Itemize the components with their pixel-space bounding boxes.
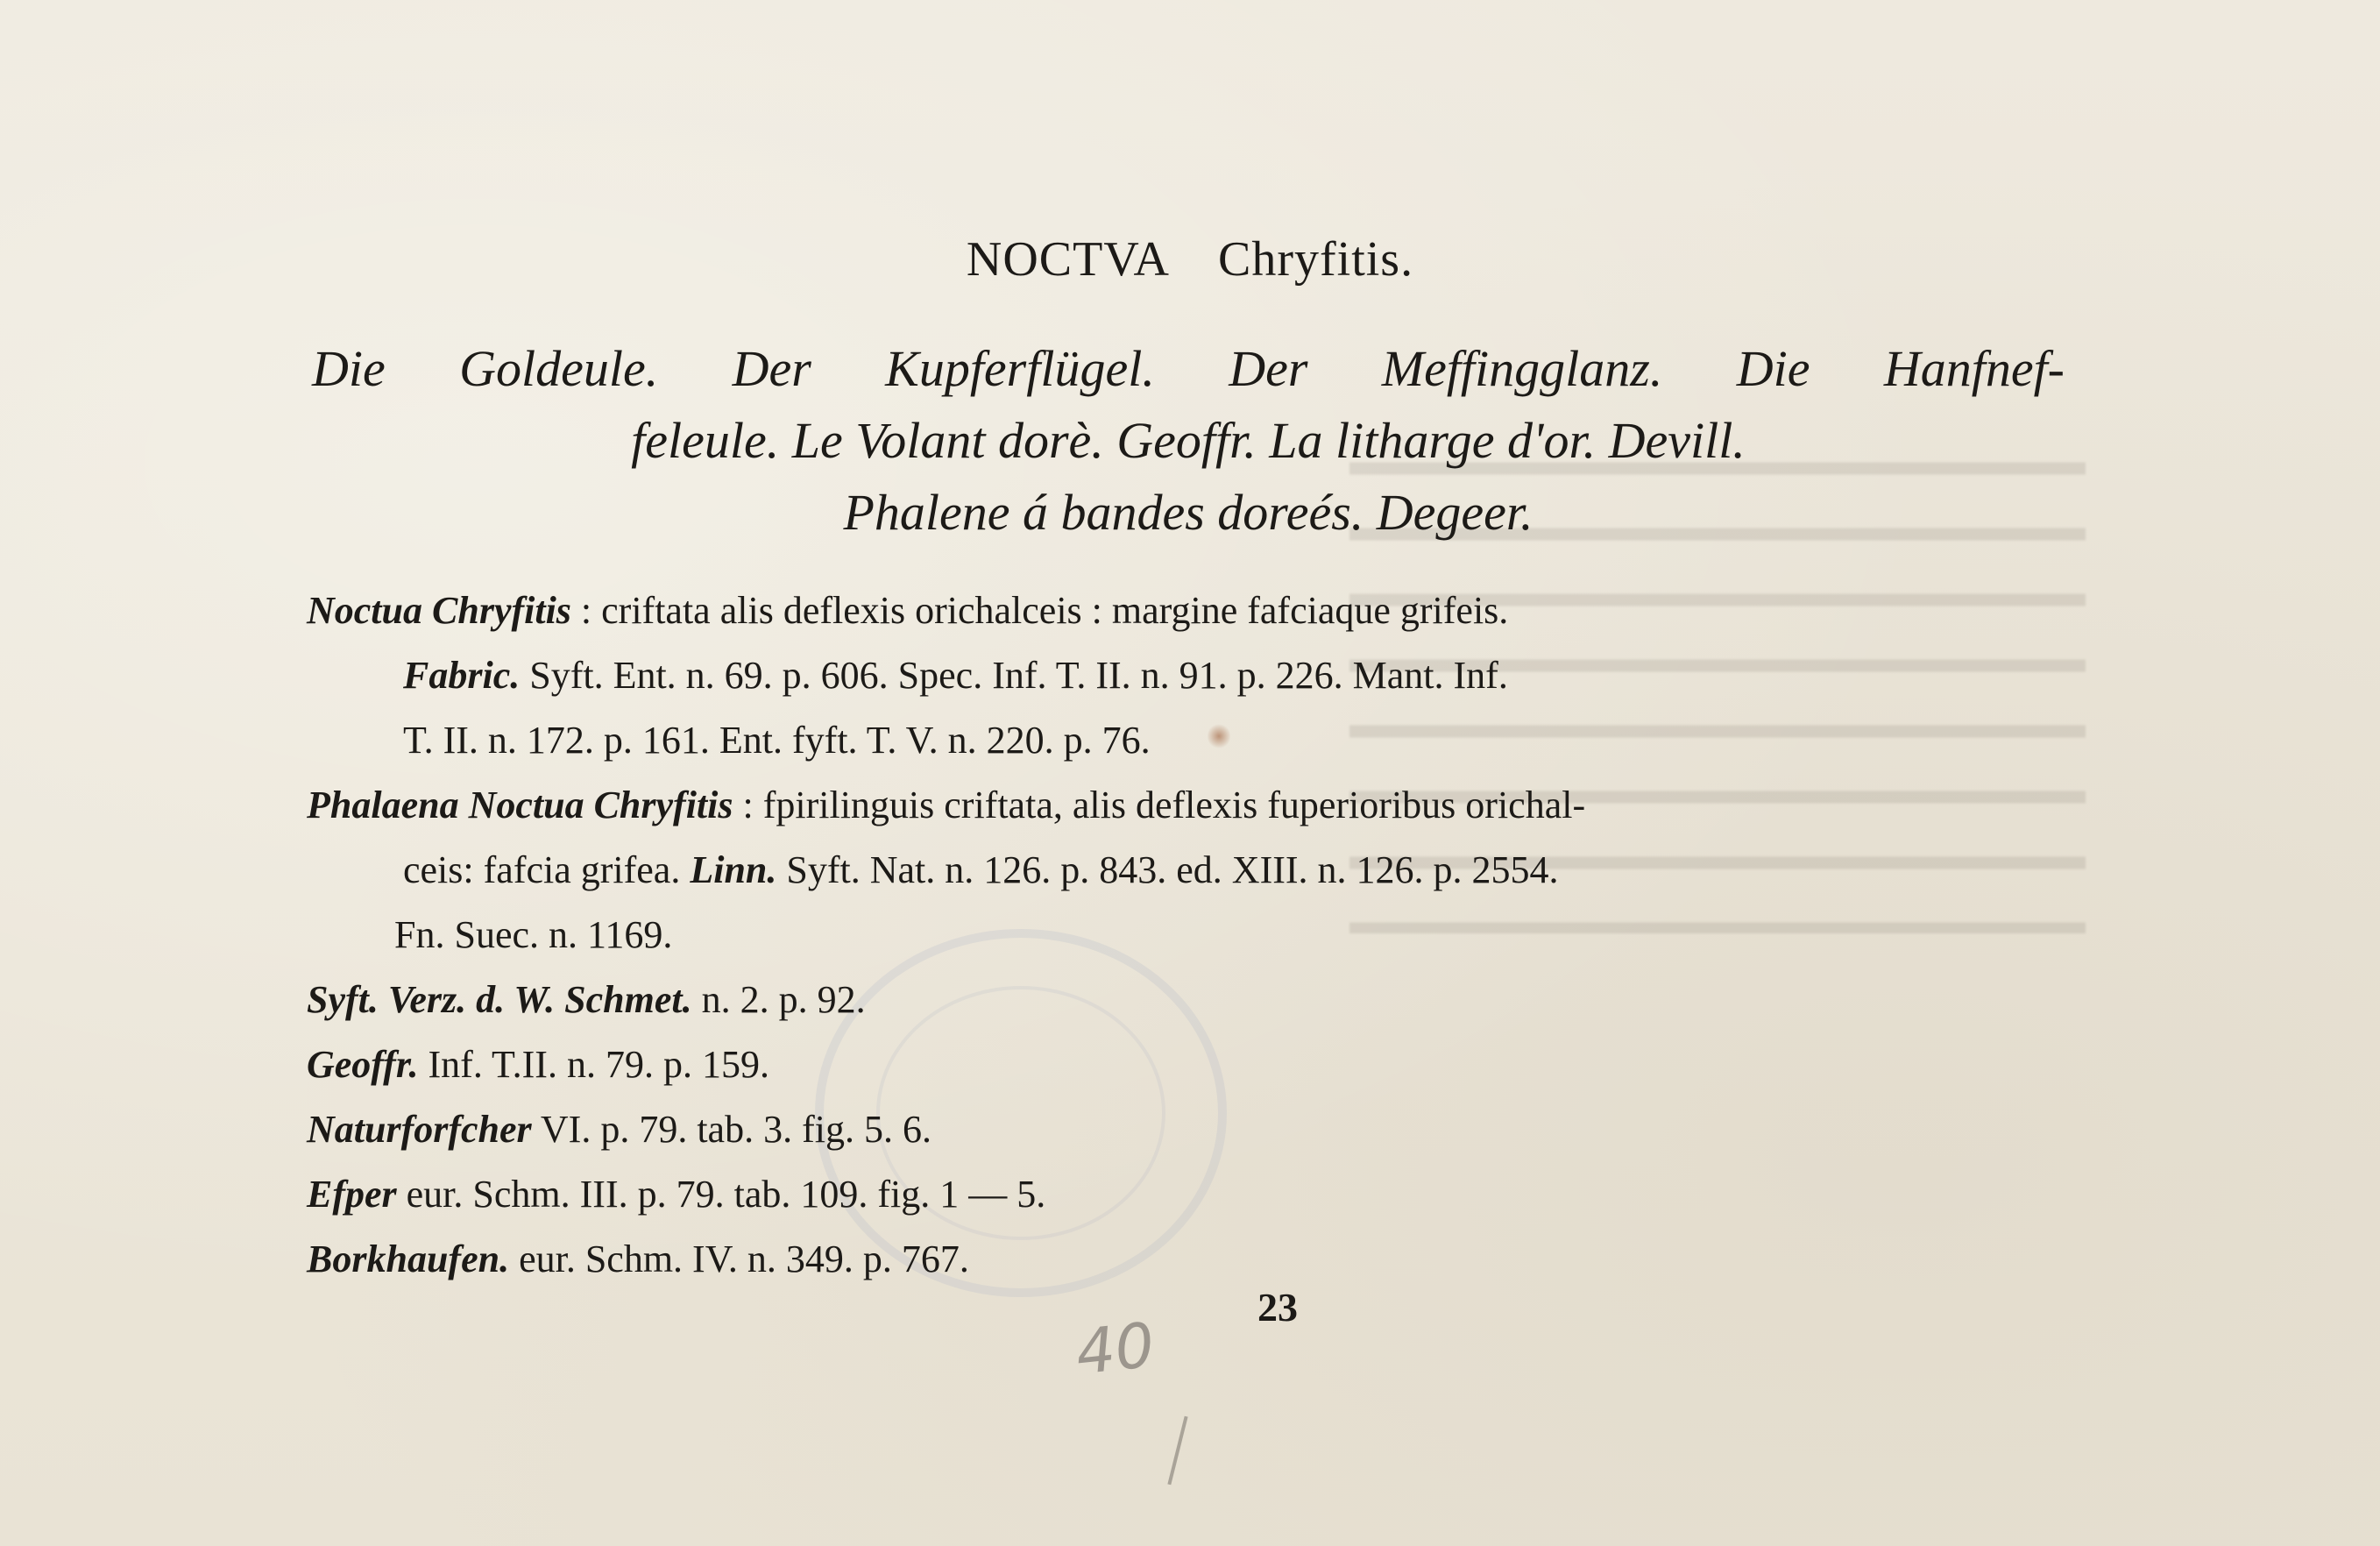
citation-author: Fabric. [403, 654, 521, 697]
synonym-noctua-line3: T. II. n. 172. p. 161. Ent. fyft. T. V. n. 220. p. 76. [403, 719, 1151, 762]
synonym-phalaena-line1 [307, 773, 2077, 838]
synonym-diagnosis: : fpirilinguis criftata, alis deflexis fuperioribus orichal- [742, 784, 1586, 826]
reference-author: Syft. Verz. d. W. Schmet. [307, 978, 692, 1021]
reference-line [307, 1032, 2077, 1097]
pencil-annotation: 40 [1072, 1308, 1158, 1389]
title-genus: NOCTVA [966, 232, 1170, 287]
reference-text: n. 2. p. 92. [701, 978, 866, 1021]
pencil-mark [1167, 1416, 1187, 1486]
synonym-phalaena-line2 [307, 838, 2077, 903]
reference-author: Geoffr. [307, 1043, 419, 1086]
synonym-name: Noctua Chryfitis [307, 589, 571, 632]
synonymy-list [307, 578, 2077, 1292]
reference-line [307, 968, 2077, 1032]
title-species: Chryfitis. [1217, 232, 1414, 287]
reference-text: eur. Schm. IV. n. 349. p. 767. [519, 1238, 969, 1280]
reference-text: VI. p. 79. tab. 3. fig. 5. 6. [540, 1108, 931, 1151]
reference-line [307, 1162, 2077, 1227]
synonym-name: Phalaena Noctua Chryfitis [307, 784, 733, 826]
reference-author: Efper [307, 1173, 397, 1216]
citation-text: ceis: fafcia grifea. [403, 848, 681, 891]
page-title [0, 231, 2380, 287]
reference-author: Naturforfcher [307, 1108, 532, 1151]
vernacular-line: Die Goldeule. Der Kupferflügel. Der Meffingglanz. Die Hanfnef- [312, 340, 2065, 397]
citation-text: Syft. Ent. n. 69. p. 606. Spec. Inf. T. II. n. 91. p. 226. Mant. Inf. [529, 654, 1508, 697]
synonym-phalaena-line3: Fn. Suec. n. 1169. [394, 913, 673, 956]
reference-author: Borkhaufen. [307, 1238, 510, 1280]
vernacular-line: Phalene á bandes doreés. Degeer. [843, 484, 1534, 541]
citation-text: Syft. Nat. n. 126. p. 843. ed. XIII. n. 126. p. 2554. [786, 848, 1559, 891]
synonym-noctua-line1 [307, 578, 2077, 643]
reference-line [307, 1097, 2077, 1162]
reference-text: eur. Schm. III. p. 79. tab. 109. fig. 1 — 5. [406, 1173, 1046, 1216]
vernacular-line: feleule. Le Volant dorè. Geoffr. La litharge d'or. Devill. [631, 412, 1746, 469]
reference-text: Inf. T.II. n. 79. p. 159. [428, 1043, 769, 1086]
synonym-diagnosis: : criftata alis deflexis orichalceis : margine fafciaque grifeis. [580, 589, 1509, 632]
citation-author: Linn. [690, 848, 777, 891]
synonym-noctua-line2 [307, 643, 2077, 708]
vernacular-names [312, 333, 2065, 549]
page-number: 23 [1257, 1285, 1298, 1330]
reference-line [307, 1227, 2077, 1292]
